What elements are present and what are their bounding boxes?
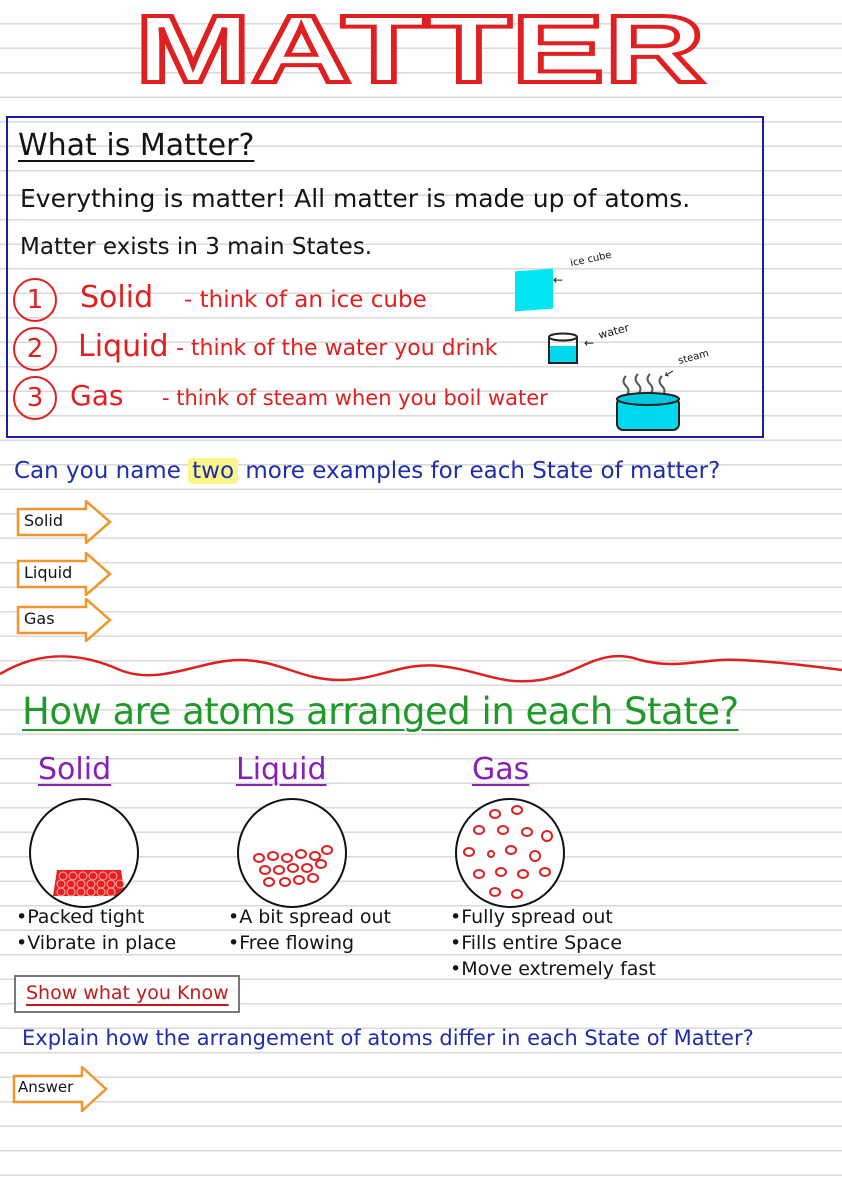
intro-heading: What is Matter?	[18, 128, 255, 163]
state-1-desc: - think of an ice cube	[184, 287, 427, 313]
state-1-number: 1	[13, 278, 57, 322]
gas-arrow-tag	[16, 598, 112, 646]
gas-bullet-2: •Fills entire Space	[450, 932, 623, 954]
ice-cube-icon	[515, 269, 553, 312]
gas-column-label: Gas	[472, 752, 530, 787]
water-arrow-icon: ←	[584, 336, 595, 350]
state-2-name: Liquid	[78, 329, 169, 364]
solid-atoms-diagram	[29, 798, 139, 908]
solid-bullets	[16, 904, 176, 956]
state-1-name: Solid	[80, 280, 154, 315]
solid-arrow-tag	[16, 500, 112, 548]
glass-of-water-icon	[546, 332, 580, 366]
page-title-text: MATTER	[135, 0, 705, 92]
gas-atoms-svg	[457, 800, 563, 906]
state-2-number	[13, 327, 57, 371]
steam-note: steam	[677, 348, 711, 367]
liquid-bullet-2: •Free flowing	[228, 932, 355, 954]
state-3-desc: - think of steam when you boil water	[162, 386, 548, 410]
solid-arrow-label: Solid	[24, 511, 63, 530]
state-2-desc: - think of the water you drink	[176, 336, 498, 361]
solid-bullet-2: •Vibrate in place	[16, 932, 177, 954]
water-note: water	[596, 321, 631, 342]
examples-question	[14, 458, 720, 484]
examples-question-highlight: two	[188, 458, 238, 484]
ice-cube-arrow-icon: ←	[553, 273, 564, 287]
liquid-atoms-svg	[239, 800, 345, 906]
show-what-you-know-label: Show what you Know	[26, 982, 229, 1004]
state-3-number-text: 3	[26, 383, 44, 413]
gas-atoms-diagram	[455, 798, 565, 908]
wavy-divider	[0, 640, 842, 690]
show-what-you-know-box	[14, 975, 240, 1013]
ice-cube-note: ice cube	[569, 249, 613, 270]
liquid-arrow-tag	[16, 552, 112, 600]
liquid-arrow-label: Liquid	[24, 563, 73, 582]
solid-atoms-svg	[31, 800, 137, 906]
solid-bullet-1: •Packed tight	[16, 906, 145, 928]
gas-arrow-label: Gas	[24, 609, 55, 628]
state-3-number	[13, 376, 57, 420]
answer-arrow-tag	[12, 1066, 108, 1116]
examples-question-before: Can you name	[14, 458, 181, 484]
steam-arrow-icon: ←	[661, 364, 677, 382]
explain-question: Explain how the arrangement of atoms differ in each State of Matter?	[22, 1026, 754, 1050]
liquid-atoms-diagram	[237, 798, 347, 908]
solid-column-label: Solid	[38, 752, 112, 787]
arrangement-heading: How are atoms arranged in each State?	[22, 690, 739, 733]
liquid-column-label: Liquid	[236, 752, 327, 787]
examples-question-after: more examples for each State of matter?	[245, 458, 721, 484]
liquid-bullet-1: •A bit spread out	[228, 906, 391, 928]
state-3-name: Gas	[70, 379, 124, 412]
boiling-pot-icon	[612, 372, 684, 434]
gas-bullets	[450, 904, 656, 982]
answer-arrow-label: Answer	[18, 1078, 74, 1096]
intro-line-1: Everything is matter! All matter is made up of atoms.	[20, 184, 691, 213]
gas-bullet-1: •Fully spread out	[450, 906, 613, 928]
state-2-number-text: 2	[26, 334, 44, 364]
page-title	[110, 0, 730, 92]
gas-bullet-3: •Move extremely fast	[450, 958, 656, 980]
liquid-bullets	[228, 904, 391, 956]
intro-line-2: Matter exists in 3 main States.	[20, 234, 373, 260]
